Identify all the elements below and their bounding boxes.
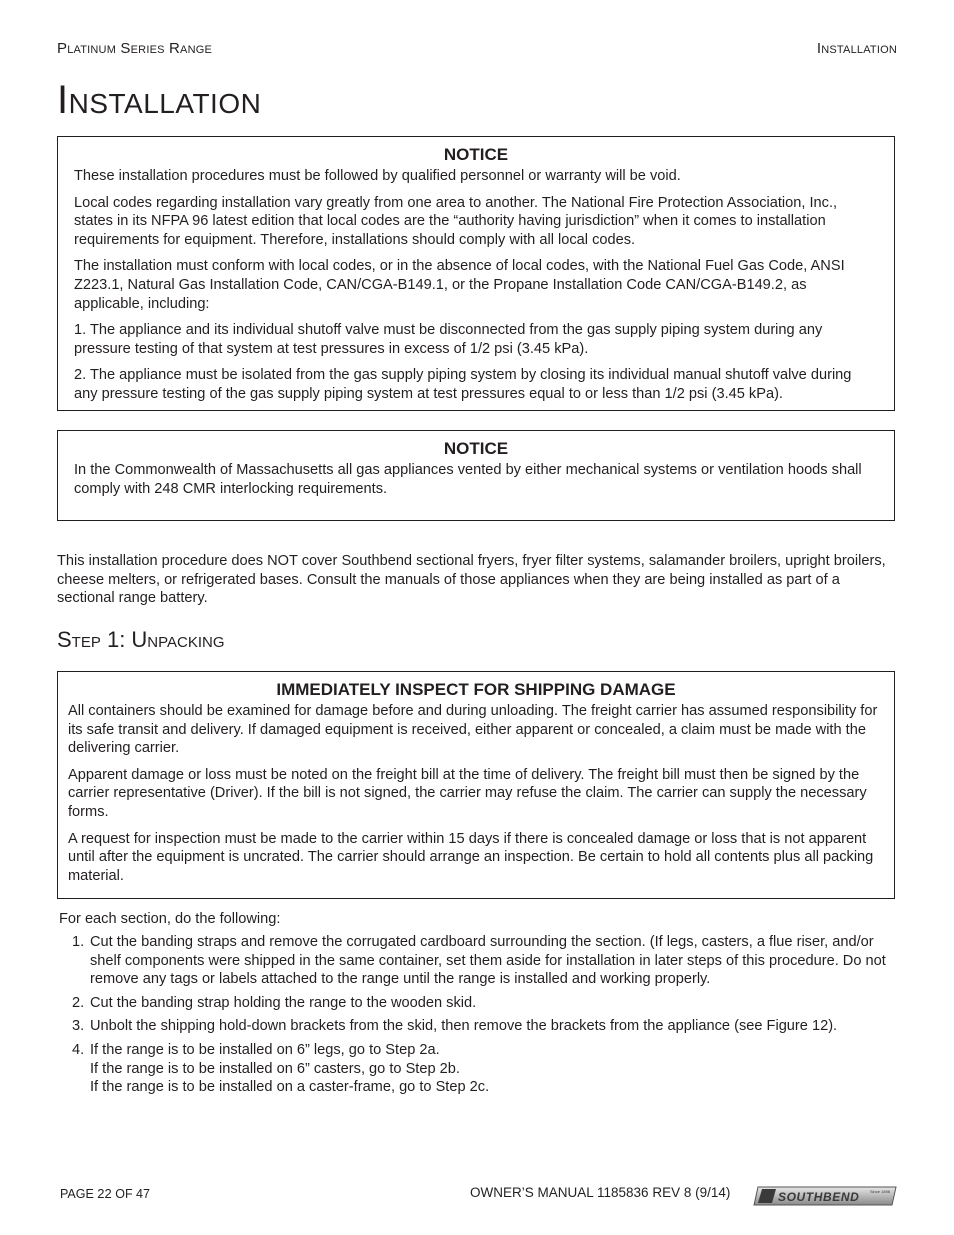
- list-text: If the range is to be installed on a caster-frame, go to Step 2c.: [90, 1079, 490, 1096]
- logo-since: Since 1898: [870, 1189, 891, 1194]
- page-suffix: OF 47: [111, 1187, 150, 1201]
- steps-lead: For each section, do the following:: [59, 911, 281, 927]
- notice-paragraph: In the Commonwealth of Massachusetts all gas appliances vented by either mechanical systems or ventilation hoods shall comply with 248 CMR interlocking requirements.: [74, 462, 862, 497]
- list-text: If the range is to be installed on 6” casters, go to Step 2b.: [90, 1060, 460, 1077]
- page-num: 22: [97, 1186, 112, 1201]
- notice-paragraph: 2. The appliance must be isolated from the gas supply piping system by closing its individual manual shutoff valve during any pressure testing of the gas supply piping system at test pressures equal to or less than 1/2 psi (3.45 kPa).: [74, 367, 852, 402]
- list-number: 3.: [72, 1018, 85, 1035]
- notice-paragraph: 1. The appliance and its individual shutoff valve must be disconnected from the gas supply piping system during any pressure testing of that system at test pressures in excess of 1/2 psi (3.45 kPa).: [74, 322, 823, 357]
- notice-paragraph: A request for inspection must be made to the carrier within 15 days if there is concealed damage or loss that is not apparent until after the equipment is uncrated. The carrier should arrange an inspection. Be certain to hold all contents plus all packing material.: [68, 830, 874, 884]
- notice-box-shipping-damage: [57, 671, 895, 899]
- notice-paragraph: These installation procedures must be followed by qualified personnel or warranty will be void.: [74, 168, 681, 184]
- page-number: [60, 1186, 150, 1201]
- running-header-left: Platinum Series Range: [57, 40, 213, 57]
- intro-paragraph: This installation procedure does NOT cover Southbend sectional fryers, fryer filter systems, salamander broilers, upright broilers, cheese melters, or refrigerated bases. Consult the manuals of those appliances when they are being installed as part of a sectional range battery.: [57, 553, 886, 607]
- list-number: 4.: [72, 1041, 85, 1058]
- list-text: Unbolt the shipping hold-down brackets from the skid, then remove the brackets from the appliance (see Figure 12).: [90, 1018, 838, 1035]
- list-number: 2.: [72, 994, 85, 1011]
- list-text: If the range is to be installed on 6” legs, go to Step 2a.: [90, 1041, 440, 1058]
- step-heading: Step 1: Unpacking: [57, 627, 225, 652]
- manual-reference: OWNER’S MANUAL 1185836 REV 8 (9/14): [470, 1185, 731, 1200]
- list-number: 1.: [72, 934, 85, 950]
- list-text: Cut the banding straps and remove the corrugated cardboard surrounding the section. (If legs, casters, a flue riser, and/or shelf components were shipped in the same container, set them aside for installation in later steps of this procedure. Do not remove any tags or labels attached to the range until the range is installed and working properly.: [90, 934, 886, 988]
- list-item: [72, 994, 890, 1013]
- unpacking-steps-list: [72, 933, 890, 1102]
- notice-paragraph: Local codes regarding installation vary greatly from one area to another. The National Fire Protection Association, Inc., states in its NFPA 96 latest edition that local codes are the “authority having jurisdiction” when it comes to installation requirements for equipment. Therefore, installations should comply with all local codes.: [74, 194, 838, 248]
- notice-heading: IMMEDIATELY INSPECT FOR SHIPPING DAMAGE: [276, 680, 676, 699]
- southbend-logo: [752, 1185, 898, 1207]
- notice-heading: NOTICE: [443, 439, 509, 458]
- running-header-right: Installation: [816, 40, 897, 57]
- notice-heading: NOTICE: [443, 145, 509, 164]
- logo-wordmark: SOUTHBEND: [778, 1190, 860, 1204]
- notice-paragraph: The installation must conform with local codes, or in the absence of local codes, with the National Fuel Gas Code, ANSI Z223.1, Natural Gas Installation Code, CAN/CGA-B149.1, or the Propane Installation Code CAN/CGA-B149.2, as applicable, including:: [74, 258, 845, 312]
- notice-box-warranty: [57, 136, 895, 411]
- notice-paragraph: Apparent damage or loss must be noted on the freight bill at the time of delivery. The freight bill must then be signed by the carrier representative (Driver). If the bill is not signed, the carrier may refuse the claim. The carrier can supply the necessary forms.: [68, 766, 867, 820]
- page-prefix: PAGE: [60, 1187, 98, 1201]
- list-item: [72, 1017, 890, 1036]
- list-item: [72, 1041, 890, 1097]
- list-text: Cut the banding strap holding the range to the wooden skid.: [90, 994, 477, 1011]
- notice-paragraph: All containers should be examined for damage before and during unloading. The freight carrier has assumed responsibility for its safe transit and delivery. If damaged equipment is received, either apparent or concealed, a claim must be made with the delivering carrier.: [68, 703, 878, 757]
- notice-box-massachusetts: [57, 430, 895, 521]
- list-item: [72, 933, 890, 989]
- page-title: Installation: [57, 78, 262, 122]
